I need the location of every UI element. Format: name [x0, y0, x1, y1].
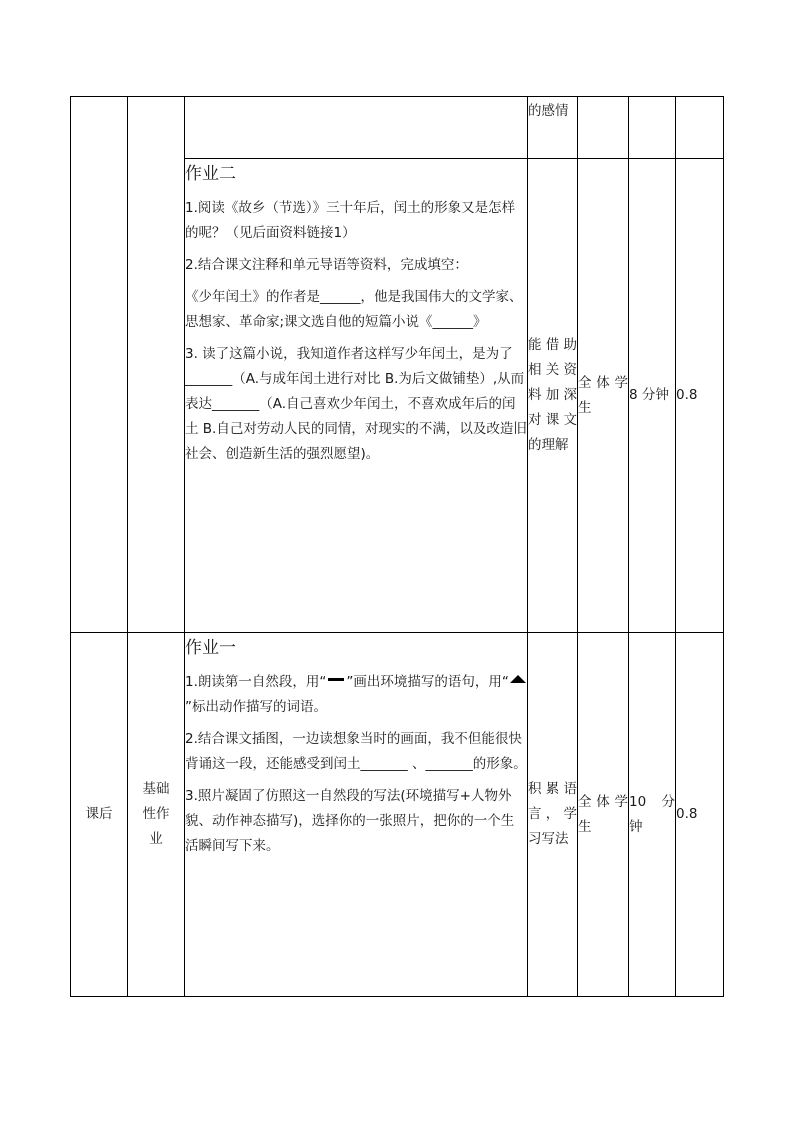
purpose-cell — [528, 159, 578, 633]
type-cell-empty — [128, 97, 185, 633]
homework-title: 作业一 — [185, 638, 236, 658]
content-cell — [185, 633, 528, 997]
table-row-continuation — [71, 97, 724, 159]
type-text: 基础性作业 — [142, 781, 170, 847]
stage-cell — [71, 633, 128, 997]
target-text: 全体学生 — [578, 793, 628, 835]
type-cell — [128, 633, 185, 997]
question-2-fill: 《少年闰土》的作者是______，他是我国伟大的文学家、思想家、革命家;课文选自他的短篇小说《______》 — [185, 289, 523, 330]
homework-title: 作业二 — [185, 164, 236, 184]
score-cell-empty — [676, 97, 724, 159]
underline-mark-icon — [328, 678, 344, 681]
purpose-cell — [528, 633, 578, 997]
target-cell-empty — [578, 97, 629, 159]
purpose-text: 能借助相关资料加深对课文的理解 — [528, 337, 577, 453]
target-cell — [578, 633, 629, 997]
time-text: 10 分钟 — [629, 793, 675, 835]
content-cell — [185, 159, 528, 633]
question-3: 3. 读了这篇小说，我知道作者这样写少年闰土，是为了_______（A.与成年闰土进行对比 B.为后文做铺垫）,从而表达_______（A.自己喜欢少年闰土，不喜欢成年后的闰土 B.自己对劳动人民的同情，对现实的不满，以及改造旧社会、创造新生活的强烈愿望)。 — [185, 346, 527, 462]
stage-cell-empty — [71, 97, 128, 633]
score-cell — [676, 633, 724, 997]
score-text: 0.8 — [676, 387, 698, 403]
question-2-intro: 2.结合课文注释和单元导语等资料，完成填空： — [185, 257, 468, 273]
target-text: 全体学生 — [578, 374, 628, 416]
score-cell — [676, 159, 724, 633]
homework-table — [70, 96, 724, 997]
score-text: 0.8 — [676, 806, 698, 822]
question-1-post: ”标出动作描写的词语。 — [185, 699, 327, 715]
purpose-text: 积累语言，学习写法 — [528, 781, 577, 847]
question-1-mid: ”画出环境描写的语句，用“ — [346, 674, 509, 690]
question-2: 2.结合课文插图，一边读想象当时的画面，我不但能很快背诵这一段，还能感受到闰土_______ 、_______的形象。 — [185, 731, 527, 772]
time-cell-empty — [629, 97, 676, 159]
question-3: 3.照片凝固了仿照这一自然段的写法(环境描写+人物外貌、动作神态描写)，选择你的一张照片，把你的一个生活瞬间写下来。 — [185, 788, 515, 854]
content-cell-empty — [185, 97, 528, 159]
stage-text: 课后 — [85, 806, 113, 822]
question-1: 1.阅读《故乡（节选）》三十年后，闰土的形象又是怎样的呢？（见后面资料链接1） — [185, 200, 516, 241]
target-cell — [578, 159, 629, 633]
time-cell — [629, 159, 676, 633]
question-1-pre: 1.朗读第一自然段，用“ — [185, 674, 327, 690]
purpose-text: 的感情 — [528, 103, 569, 119]
table-row-homework-1 — [71, 633, 724, 997]
time-text: 8 分钟 — [629, 387, 669, 403]
purpose-cell — [528, 97, 578, 159]
time-cell — [629, 633, 676, 997]
question-1 — [185, 670, 527, 720]
triangle-mark-icon — [510, 675, 526, 683]
